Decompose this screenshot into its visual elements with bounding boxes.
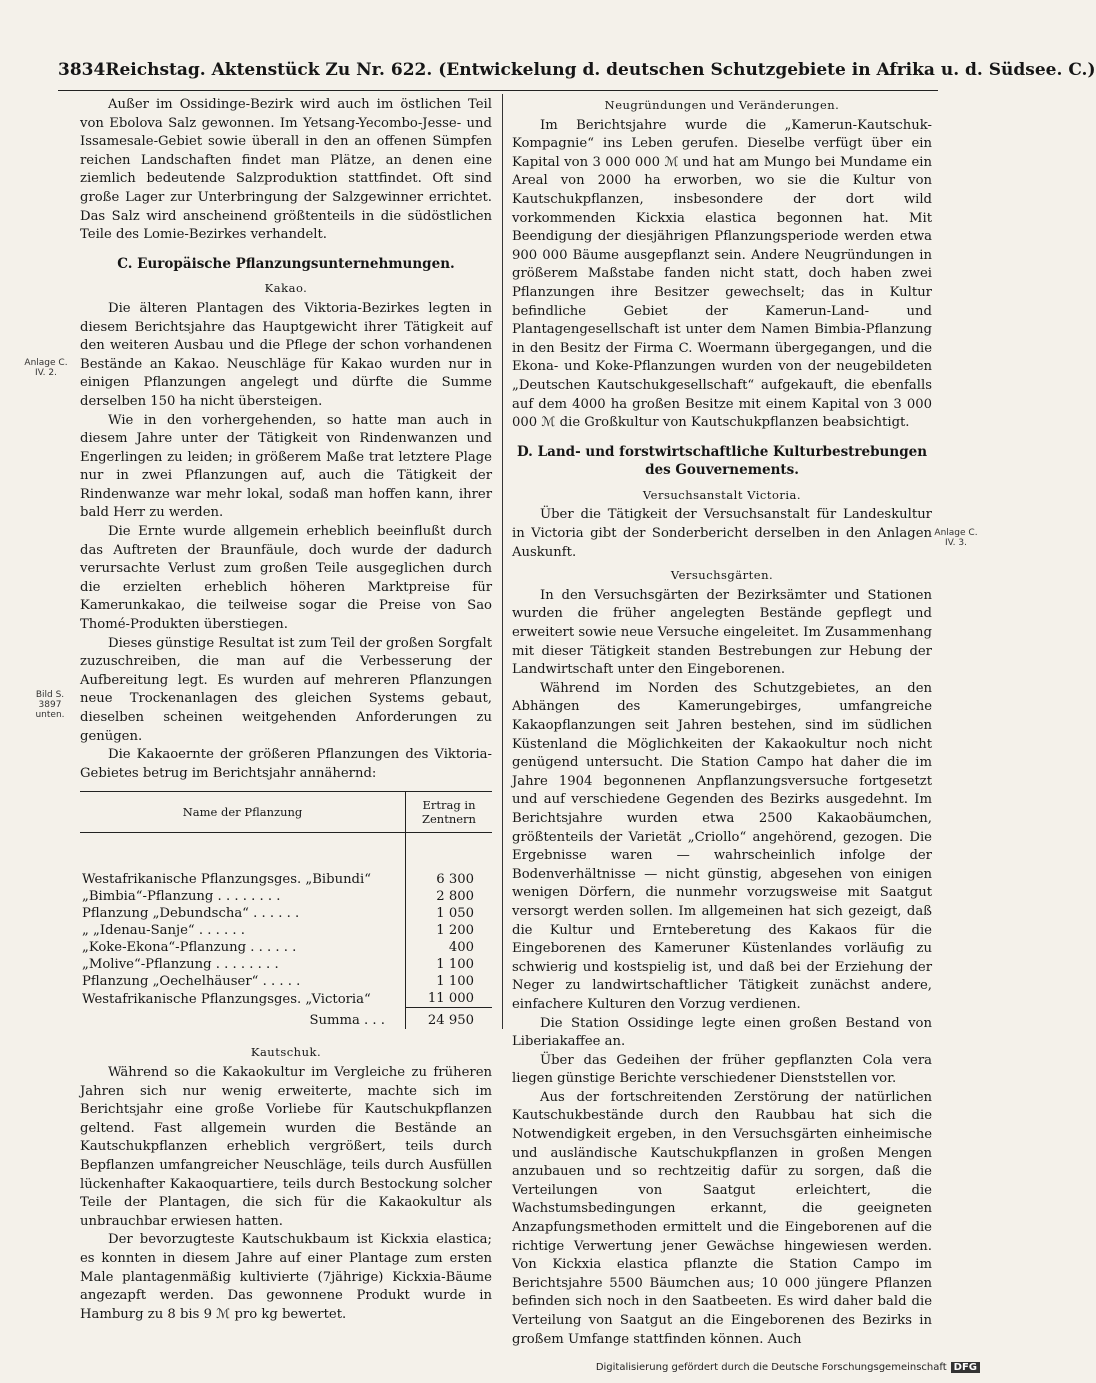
table-row: Pflanzung „Oechelhäuser“ . . . . . 1 100 — [80, 973, 492, 990]
margin-note-bild: Bild S. 3897 unten. — [35, 690, 65, 720]
running-title: Reichstag. Aktenstück Zu Nr. 622. (Entwickelung d. deutschen Schutzgebiete in Afrika u. d. Südsee. C.) — [105, 60, 1096, 80]
table-row: „Bimbia“-Pflanzung . . . . . . . . 2 800 — [80, 888, 492, 905]
subheading-kautschuk: Kautschuk. — [250, 1045, 322, 1060]
paragraph: Außer im Ossidinge-Bezirk wird auch im östlichen Teil von Ebolova Salz gewonnen. Im Yetsang-Yecombo-Jesse- und Issamesale-Gebiet sowie überall in den an offenen Sümpfen reichen Landschaften findet man Plätze, an denen eine ziemlich bedeutende Salzproduktion stattfindet. Oft sind große Lager zur Unterbringung der Salzgewinner errichtet. Das Salz wird anscheinend größtenteils in die südöstlichen Teile des Lomie-Bezirkes verhandelt. — [80, 97, 492, 243]
paragraph: Die älteren Plantagen des Viktoria-Bezirkes legten in diesem Berichtsjahre das Hauptgewicht ihrer Tätigkeit auf den weiteren Ausbau und die Pflege der schon vorhandenen Bestände an Kakao. Neuschläge für Kakao wurden nur in einigen Pflanzungen angelegt und dürfte die Summe derselben 150 ha nicht übersteigen. — [80, 300, 492, 409]
table-row: Westafrikanische Pflanzungsges. „Bibundi“ 6 300 — [80, 871, 492, 888]
paragraph: Über das Gedeihen der früher gepflanzten Cola vera liegen günstige Berichte verschiedener Dienststellen vor. — [512, 1052, 932, 1087]
table-row: Pflanzung „Debundscha“ . . . . . . 1 050 — [80, 905, 492, 922]
table-row: Westafrikanische Pflanzungsges. „Victoria“ 11 000 — [80, 990, 492, 1008]
section-heading-d: D. Land- und forstwirtschaftliche Kulturbestrebungen des Gouvernements. — [516, 443, 928, 479]
paragraph: Dieses günstige Resultat ist zum Teil der großen Sorgfalt zuzuschreiben, die man auf die Verbesserung der Aufbereitung legt. Es wurden auf mehreren Pflanzungen neue Trockenanlagen des gleichen Systems gebaut, dieselben scheinen weitgehenden Anforderungen zu genügen. — [80, 635, 492, 744]
left-column — [80, 96, 492, 1324]
paragraph: Die Station Ossidinge legte einen großen Bestand von Liberiakaffee an. — [512, 1015, 932, 1050]
subheading-kakao: Kakao. — [264, 281, 308, 296]
subheading-versuchsgaerten: Versuchsgärten. — [670, 568, 774, 583]
paragraph: Aus der fortschreitenden Zerstörung der natürlichen Kautschukbestände durch den Raubbau hat sich die Notwendigkeit ergeben, in den Versuchsgärten einheimische und ausländische Kautschukpflanzen in großen Mengen anzubauen und so rechtzeitig dafür zu sorgen, daß die Verteilungen von Saatgut erleichtert, die Wachstumsbedingungen erkannt, die geeigneten Anzapfungsmethoden ermittelt und die Eingeborenen auf die richtige Verwertung jener Gewächse hingewiesen werden. Von Kickxia elastica pflanzte die Station Campo im Berichtsjahre 5500 Bäumchen aus; 10 000 jüngere Pflanzen befinden sich noch in den Saatbeeten. Es wird daher bald die Verteilung von Saatgut an die Eingeborenen des Bezirks in großem Umfange stattfinden können. Auch — [512, 1089, 932, 1347]
table-row: „Molive“-Pflanzung . . . . . . . . 1 100 — [80, 956, 492, 973]
paragraph: Über die Tätigkeit der Versuchsanstalt für Landeskultur in Victoria gibt der Sonderbericht derselben in den Anlagen Auskunft. — [512, 507, 932, 560]
cocoa-harvest-table — [80, 791, 492, 1029]
digitization-footer — [596, 1362, 980, 1373]
margin-note-anlage-1: Anlage C. IV. 2. — [24, 358, 68, 378]
subheading-versuchsanstalt: Versuchsanstalt Victoria. — [642, 487, 802, 502]
paragraph: Der bevorzugteste Kautschukbaum ist Kickxia elastica; es konnten in diesem Jahre auf einer Plantage zum ersten Male plantagenmäßig kultivierte (7jährige) Kickxia-Bäume angezapft werden. Das gewonnene Produkt wurde in Hamburg zu 8 bis 9 ℳ pro kg bewertet. — [80, 1232, 492, 1322]
paragraph: Die Kakaoernte der größeren Pflanzungen des Viktoria-Gebietes betrug im Berichtsjahr annähernd: — [80, 747, 492, 781]
paragraph: In den Versuchsgärten der Bezirksämter und Stationen wurden die früher angelegten Bestände gepflegt und erweitert sowie neue Versuche eingeleitet. Im Zusammenhang mit dieser Tätigkeit standen Bestrebungen zur Hebung der Landwirtschaft unter den Eingeborenen. — [512, 587, 932, 678]
page-number: 3834 — [58, 60, 106, 80]
dfg-logo-icon: DFG — [951, 1362, 980, 1373]
paragraph: Im Berichtsjahre wurde die „Kamerun-Kautschuk-Kompagnie“ ins Leben gerufen. Dieselbe verfügt über ein Kapital von 3 000 000 ℳ und hat am Mungo bei Mundame ein Areal von 2000 ha erworben, wo sie die Kultur von Kautschukpflanzen, insbesondere der dort wild vorkommenden Kickxia elastica begonnen hat. Mit Beendigung der diesjährigen Pflanzungsperiode werden etwa 900 000 Bäume ausgepflanzt sein. Andere Neugründungen in größerem Maßstabe fanden nicht statt, doch haben zwei Pflanzungen ihre Besitzer gewechselt; das in Kultur befindliche Gebiet der Kamerun-Land- und Plantagengesellschaft ist unter dem Namen Bimbia-Pflanzung in den Besitz der Firma C. Woermann übergegangen, und die Ekona- und Koke-Pflanzungen wurden von der neugebildeten „Deutschen Kautschukgesellschaft“ aufgekauft, die ebenfalls auf dem 4000 ha großen Besitze mit einem Kapital von 3 000 000 ℳ die Großkultur von Kautschukpflanzen beabsichtigt. — [512, 117, 932, 431]
table-header-name: Name der Pflanzung — [80, 792, 406, 833]
table-header-yield: Ertrag in Zentnern — [406, 792, 493, 833]
table-sum-row: Summa . . . 24 950 — [80, 1008, 492, 1030]
paragraph: Wie in den vorhergehenden, so hatte man auch in diesem Jahre unter der Tätigkeit von Rindenwanzen und Engerlingen zu leiden; in größerem Maße trat letztere Plage nur in zwei Pflanzungen auf, auch die Tätigkeit der Rindenwanze war mehr lokal, sodaß man hoffen kann, ihrer bald Herr zu werden. — [80, 412, 492, 521]
column-divider — [502, 94, 503, 1029]
paragraph: Während im Norden des Schutzgebietes, an den Abhängen des Kamerungebirges, umfangreiche Kakaopflanzungen seit Jahren bestehen, sind im südlichen Küstenland die Möglichkeiten der Kakaokultur noch nicht genügend untersucht. Die Station Campo hat daher die im Jahre 1904 begonnenen Anpflanzungsversuche fortgesetzt und auf verschiedene Gegenden des Bezirks ausgedehnt. Im Berichtsjahre wurden etwa 2500 Kakaobäumchen, größtenteils der Varietät „Criollo“ angehörend, gezogen. Die Ergebnisse waren — wahrscheinlich infolge der Bodenverhältnisse — nicht günstig, abgesehen von einigen wenigen Dörfern, die nunmehr vorzugsweise mit Saatgut versorgt werden sollen. Im allgemeinen hat sich gezeigt, daß die Kultur und Ernteberetung des Kakaos für die Eingeborenen des Kameruner Küstenlandes vorläufig zu schwierig und kostspielig ist, und daß bei der Erziehung der Neger zu landwirtschaftlicher Tätigkeit zunächst andere, einfachere Kulturen den Vorzug verdienen. — [512, 680, 932, 1012]
table-row: „ „Idenau-Sanje“ . . . . . . 1 200 — [80, 922, 492, 939]
right-column — [512, 96, 932, 1349]
subheading-neugruendungen: Neugründungen und Veränderungen. — [604, 98, 840, 112]
section-heading-c: C. Europäische Pflanzungsunternehmungen. — [117, 255, 455, 272]
page-header — [58, 60, 1096, 86]
margin-note-anlage-2: Anlage C. IV. 3. — [934, 528, 978, 548]
header-rule — [58, 90, 938, 91]
paragraph: Während so die Kakaokultur im Vergleiche zu früheren Jahren sich nur wenig erweiterte, machte sich im Berichtsjahr eine große Vorliebe für Kautschukpflanzen geltend. Fast allgemein wurden die Bestände an Kautschukpflanzen erheblich vergrößert, teils durch Bepflanzen umfangreicher Neuschläge, teils durch Ausfüllen lückenhafter Kakaoquartiere, teils durch Bestockung solcher Teile der Plantagen, die sich für die Kakaokultur als unbrauchbar erwiesen hatten. — [80, 1064, 492, 1229]
paragraph: Die Ernte wurde allgemein erheblich beeinflußt durch das Auftreten der Braunfäule, doch wurde der dadurch verursachte Verlust zum großen Teile ausgeglichen durch die erzielten erheblich höheren Marktpreise für Kamerunkakao, die teilweise sogar die Preise von Sao Thomé-Produkten überstiegen. — [80, 524, 492, 633]
footer-text: Digitalisierung gefördert durch die Deutsche Forschungsgemeinschaft — [595, 1362, 947, 1373]
table-row: „Koke-Ekona“-Pflanzung . . . . . . 400 — [80, 939, 492, 956]
